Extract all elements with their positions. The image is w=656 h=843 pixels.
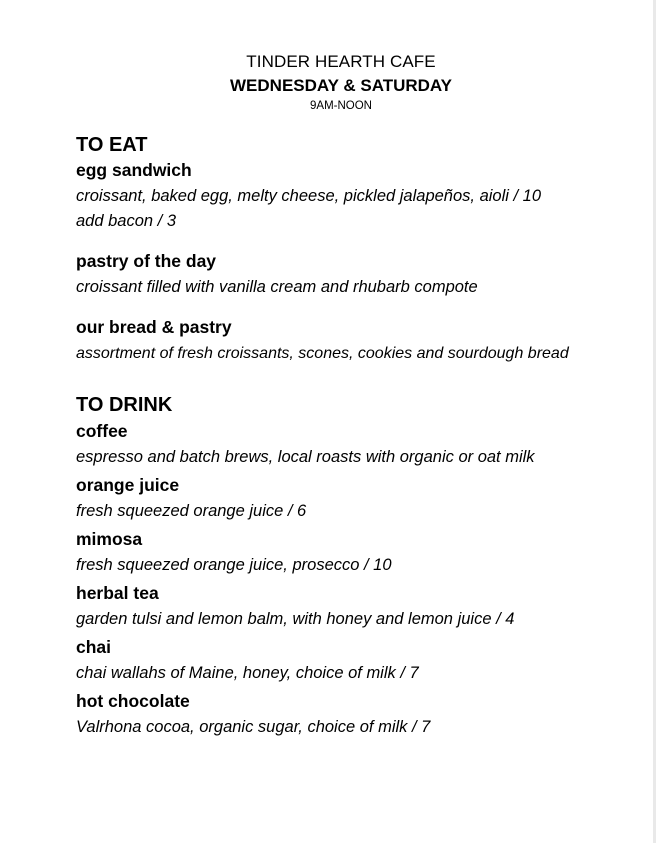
menu-item-orange-juice xyxy=(76,474,636,524)
menu-item-hot-chocolate xyxy=(76,690,636,740)
item-description: fresh squeezed orange juice / 6 xyxy=(76,502,307,520)
item-description: chai wallahs of Maine, honey, choice of milk / 7 xyxy=(76,664,419,682)
item-description: espresso and batch brews, local roasts with organic or oat milk xyxy=(76,448,535,466)
menu-item-mimosa xyxy=(76,528,636,578)
to-drink-section xyxy=(76,393,636,740)
item-name: hot chocolate xyxy=(76,691,190,711)
menu-hours: 9AM-NOON xyxy=(310,100,372,112)
item-name: mimosa xyxy=(76,529,143,549)
item-name: coffee xyxy=(76,421,128,441)
item-description: croissant, baked egg, melty cheese, pickled jalapeños, aioli / 10 xyxy=(76,187,542,205)
item-description: croissant filled with vanilla cream and rhubarb compote xyxy=(76,278,478,296)
item-description: Valrhona cocoa, organic sugar, choice of milk / 7 xyxy=(76,718,431,736)
cafe-name: TINDER HEARTH CAFE xyxy=(246,52,436,71)
menu-content xyxy=(76,133,636,744)
section-title-eat: TO EAT xyxy=(76,134,148,156)
menu-item-egg-sandwich xyxy=(76,159,636,234)
item-name: orange juice xyxy=(76,475,180,495)
item-addon: add bacon / 3 xyxy=(76,212,176,230)
item-description: fresh squeezed orange juice, prosecco / 10 xyxy=(76,556,392,574)
item-name: egg sandwich xyxy=(76,160,192,180)
item-name: chai xyxy=(76,637,112,657)
item-name: pastry of the day xyxy=(76,251,217,271)
to-eat-section xyxy=(76,133,636,366)
menu-days: WEDNESDAY & SATURDAY xyxy=(230,76,452,95)
item-name: herbal tea xyxy=(76,583,159,603)
item-description: assortment of fresh croissants, scones, cookies and sourdough bread xyxy=(76,345,569,362)
item-name: our bread & pastry xyxy=(76,317,232,337)
menu-item-chai xyxy=(76,636,636,686)
menu-item-bread-and-pastry xyxy=(76,316,636,366)
menu-item-coffee xyxy=(76,420,636,470)
menu-header xyxy=(0,52,656,113)
menu-item-herbal-tea xyxy=(76,582,636,632)
item-description: garden tulsi and lemon balm, with honey and lemon juice / 4 xyxy=(76,610,515,628)
menu-item-pastry-of-the-day xyxy=(76,250,636,300)
section-title-drink: TO DRINK xyxy=(76,394,173,416)
